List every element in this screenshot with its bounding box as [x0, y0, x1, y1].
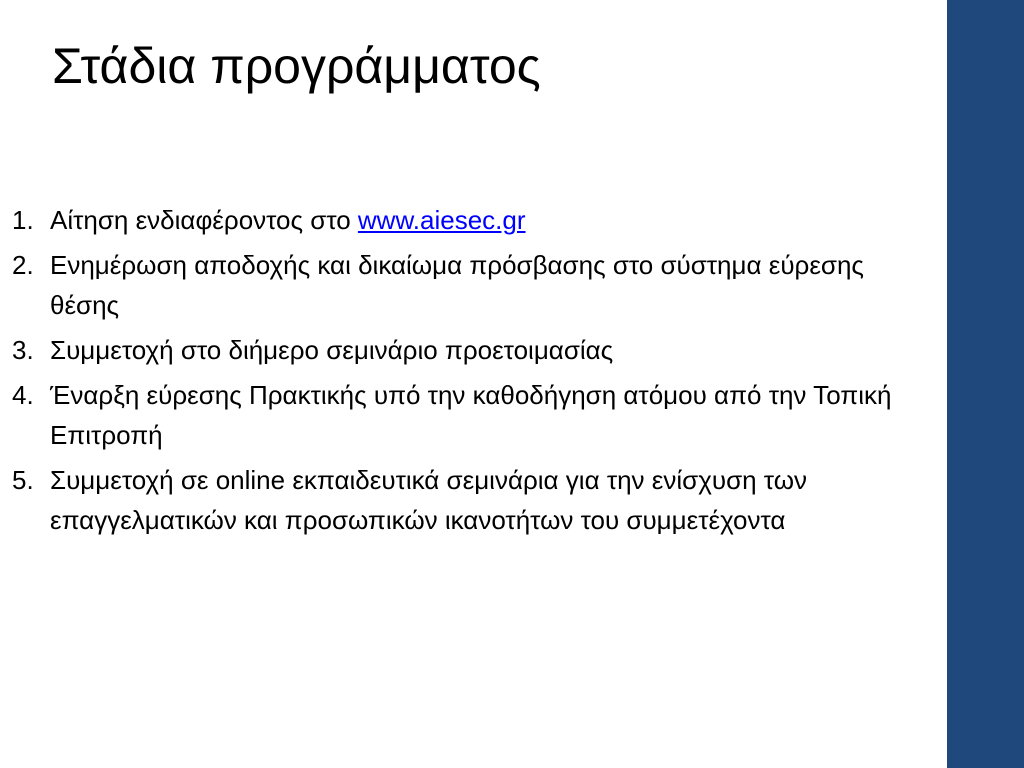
step-text: Έναρξη εύρεσης Πρακτικής υπό την καθοδήγηση ατόμου από την Τοπική Επιτροπή — [50, 380, 892, 450]
slide-title: Στάδια προγράμματος — [52, 38, 541, 94]
program-steps-list — [12, 200, 937, 545]
step-number: 1. — [12, 205, 34, 235]
step-number: 5. — [12, 465, 34, 495]
step-text: Συμμετοχή στο διήμερο σεμινάριο προετοιμασίας — [50, 335, 614, 365]
list-item-step-3 — [12, 330, 937, 370]
step-number: 3. — [12, 335, 34, 365]
list-item-step-4 — [12, 375, 937, 455]
step-number: 2. — [12, 250, 34, 280]
aiesec-website-link[interactable]: www.aiesec.gr — [357, 205, 526, 235]
decorative-side-bar — [947, 0, 1024, 768]
step-text: Ενημέρωση αποδοχής και δικαίωμα πρόσβασης στο σύστημα εύρεσης θέσης — [50, 250, 864, 320]
step-number: 4. — [12, 380, 34, 410]
list-item-step-1 — [12, 200, 937, 240]
step-text: Συμμετοχή σε online εκπαιδευτικά σεμινάρια για την ενίσχυση των επαγγελματικών και προσωπικών ικανοτήτων του συμμετέχοντα — [50, 465, 807, 535]
list-item-step-5 — [12, 460, 937, 540]
step-text: Αίτηση ενδιαφέροντος στο — [50, 205, 358, 235]
list-item-step-2 — [12, 245, 937, 325]
